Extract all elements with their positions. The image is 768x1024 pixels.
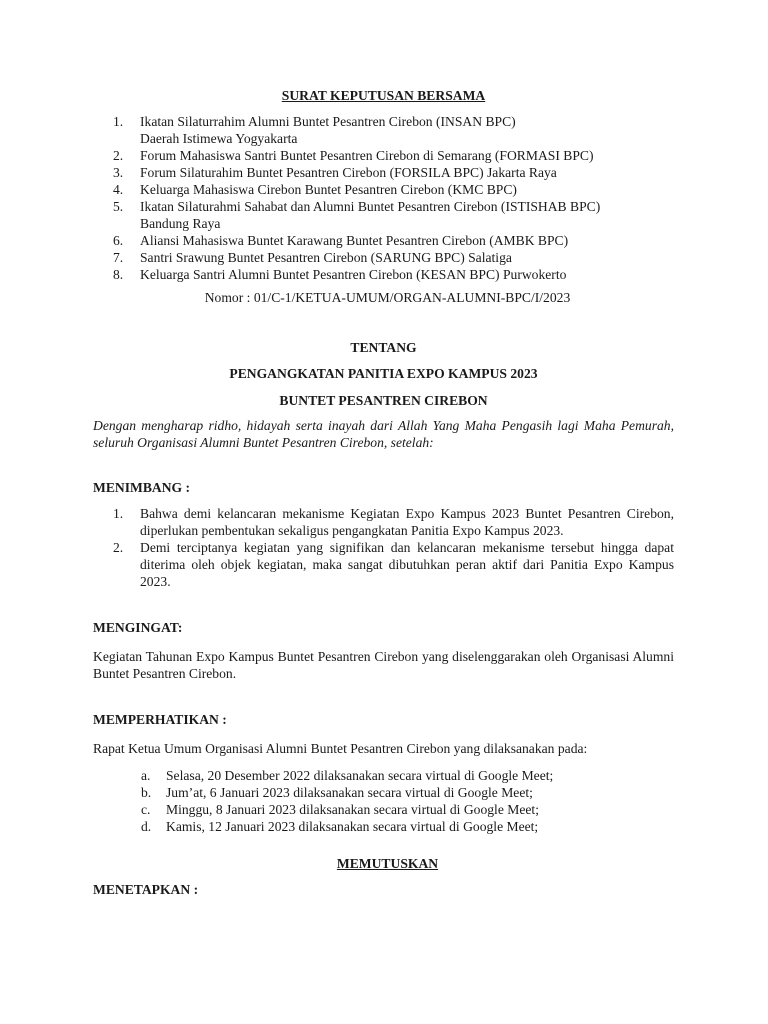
list-item: d. Kamis, 12 Januari 2023 dilaksanakan secara virtual di Google Meet;: [141, 819, 539, 834]
memperhatikan-heading: MEMPERHATIKAN :: [93, 712, 227, 727]
document-title: SURAT KEPUTUSAN BERSAMA: [281, 88, 486, 103]
list-item: 1. Ikatan Silaturrahim Alumni Buntet Pesantren Cirebon (INSAN BPC) Daerah Istimewa Yogyakarta: [113, 114, 516, 146]
memperhatikan-paragraph: Rapat Ketua Umum Organisasi Alumni Buntet Pesantren Cirebon yang dilaksanakan pada:: [93, 741, 588, 756]
tentang-heading: TENTANG: [350, 340, 417, 355]
list-item: 4. Keluarga Mahasiswa Cirebon Buntet Pesantren Cirebon (KMC BPC): [113, 182, 517, 197]
subject-subtitle: BUNTET PESANTREN CIREBON: [279, 393, 488, 408]
menetapkan-heading: MENETAPKAN :: [93, 882, 199, 897]
list-item: c. Minggu, 8 Januari 2023 dilaksanakan secara virtual di Google Meet;: [141, 802, 539, 817]
menimbang-list: [93, 505, 674, 590]
menimbang-heading: MENIMBANG :: [93, 480, 191, 495]
organization-list: [93, 113, 674, 283]
list-item: 5. Ikatan Silaturahmi Sahabat dan Alumni Buntet Pesantren Cirebon (ISTISHAB BPC) Bandung Raya: [113, 199, 601, 231]
list-item: 8. Keluarga Santri Alumni Buntet Pesantren Cirebon (KESAN BPC) Purwokerto: [113, 267, 567, 282]
mengingat-paragraph: Kegiatan Tahunan Expo Kampus Buntet Pesantren Cirebon yang diselenggarakan oleh Organisasi Alumni Buntet Pesantren Cirebon.: [93, 649, 674, 681]
list-item: 1. Bahwa demi kelancaran mekanisme Kegiatan Expo Kampus 2023 Buntet Pesantren Cirebon, diperlukan pembentukan sekaligus pengangkatan Panitia Expo Kampus 2023.: [113, 506, 674, 538]
document-number: Nomor : 01/C-1/KETUA-UMUM/ORGAN-ALUMNI-BPC/I/2023: [204, 290, 571, 305]
list-item: b. Jum’at, 6 Januari 2023 dilaksanakan secara virtual di Google Meet;: [141, 785, 533, 800]
memutuskan-heading: MEMUTUSKAN: [336, 856, 439, 871]
subject-title: PENGANGKATAN PANITIA EXPO KAMPUS 2023: [229, 366, 538, 381]
mengingat-heading: MENGINGAT:: [93, 620, 183, 635]
meeting-dates-list: [93, 767, 674, 835]
list-item: 6. Aliansi Mahasiswa Buntet Karawang Buntet Pesantren Cirebon (AMBK BPC): [113, 233, 569, 248]
list-item: 2. Demi terciptanya kegiatan yang signifikan dan kelancaran mekanisme tersebut hingga dapat diterima oleh objek kegiatan, maka sangat dibutuhkan peran aktif dari Panitia Expo Kampus 2023.: [113, 540, 674, 589]
list-item: 3. Forum Silaturahim Buntet Pesantren Cirebon (FORSILA BPC) Jakarta Raya: [113, 165, 557, 180]
intro-paragraph: Dengan mengharap ridho, hidayah serta inayah dari Allah Yang Maha Pengasih lagi Maha Pemurah, seluruh Organisasi Alumni Buntet Pesantren Cirebon, setelah:: [93, 418, 674, 450]
list-item: 7. Santri Srawung Buntet Pesantren Cirebon (SARUNG BPC) Salatiga: [113, 250, 512, 265]
list-item: 2. Forum Mahasiswa Santri Buntet Pesantren Cirebon di Semarang (FORMASI BPC): [113, 148, 594, 163]
document-page: [93, 87, 674, 898]
list-item: a. Selasa, 20 Desember 2022 dilaksanakan secara virtual di Google Meet;: [141, 768, 554, 783]
